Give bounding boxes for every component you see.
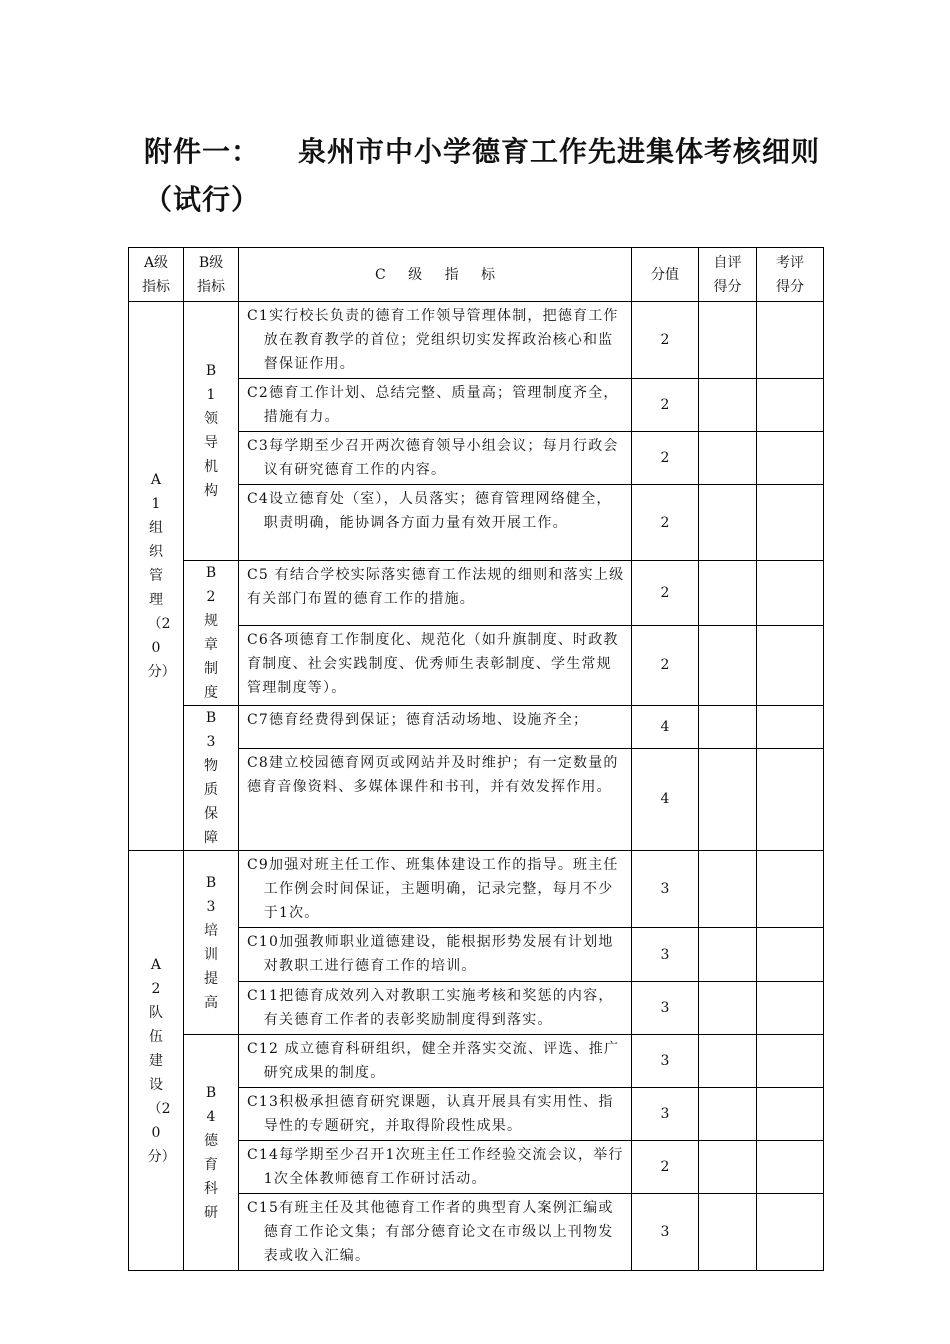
header-c-level: C 级 指 标 bbox=[239, 248, 632, 302]
score-value: 3 bbox=[632, 1035, 699, 1088]
c-level-criterion bbox=[239, 706, 632, 749]
b-level-cell bbox=[184, 561, 239, 706]
self-score-cell[interactable] bbox=[699, 1194, 757, 1271]
b-level-label: B3培训提高 bbox=[203, 874, 218, 1011]
eval-score-cell[interactable] bbox=[757, 748, 824, 850]
score-value: 2 bbox=[632, 625, 699, 705]
a-level-cell bbox=[129, 851, 184, 1271]
b-level-cell bbox=[184, 302, 239, 561]
c-level-criterion bbox=[239, 982, 632, 1035]
c-level-criterion bbox=[239, 1088, 632, 1141]
c-level-criterion bbox=[239, 625, 632, 705]
score-value: 3 bbox=[632, 851, 699, 928]
b-level-label: B3物质保障 bbox=[203, 710, 218, 846]
self-score-cell[interactable] bbox=[699, 625, 757, 705]
eval-score-cell[interactable] bbox=[757, 485, 824, 561]
score-value: 2 bbox=[632, 561, 699, 626]
b-level-label: B2规章制度 bbox=[203, 565, 218, 701]
title-text: 泉州市中小学德育工作先进集体考核细则（试行） bbox=[144, 135, 821, 216]
eval-score-cell[interactable] bbox=[757, 379, 824, 432]
criterion-text: C13积极承担德育研究课题，认真开展具有实用性、指导性的专题研究，并取得阶段性成果。 bbox=[247, 1094, 614, 1134]
eval-score-cell[interactable] bbox=[757, 1141, 824, 1194]
header-b-level: B级指标 bbox=[184, 248, 239, 302]
self-score-cell[interactable] bbox=[699, 485, 757, 561]
criterion-text: C15有班主任及其他德育工作者的典型育人案例汇编或德育工作论文集；有部分德育论文在市级以上刊物发表或收入汇编。 bbox=[247, 1200, 614, 1264]
header-a-level: A级指标 bbox=[129, 248, 184, 302]
table-row bbox=[129, 851, 824, 928]
self-score-cell[interactable] bbox=[699, 1035, 757, 1088]
criterion-text: C4设立德育处（室），人员落实；德育管理网络健全，职责明确，能协调各方面力量有效开展工作。 bbox=[247, 491, 612, 531]
assessment-table bbox=[128, 247, 824, 1271]
score-value: 2 bbox=[632, 432, 699, 485]
b-level-label: B1领导机构 bbox=[203, 363, 218, 499]
b-level-cell bbox=[184, 851, 239, 1035]
score-value: 3 bbox=[632, 1088, 699, 1141]
score-value: 4 bbox=[632, 706, 699, 749]
criterion-text: C1实行校长负责的德育工作领导管理体制，把德育工作放在教育教学的首位；党组织切实发挥政治核心和监督保证作用。 bbox=[247, 308, 619, 372]
table-row bbox=[129, 561, 824, 626]
criterion-text: C12 成立德育科研组织，健全并落实交流、评选、推广研究成果的制度。 bbox=[247, 1041, 620, 1081]
eval-score-cell[interactable] bbox=[757, 1194, 824, 1271]
criterion-text: C7德育经费得到保证；德育活动场地、设施齐全； bbox=[247, 712, 589, 728]
score-value: 3 bbox=[632, 928, 699, 982]
eval-score-cell[interactable] bbox=[757, 432, 824, 485]
table-header-row bbox=[129, 248, 824, 302]
self-score-cell[interactable] bbox=[699, 851, 757, 928]
score-value: 3 bbox=[632, 982, 699, 1035]
c-level-criterion bbox=[239, 928, 632, 982]
a-level-label: A2队伍建设（20分） bbox=[147, 956, 176, 1165]
self-score-cell[interactable] bbox=[699, 706, 757, 749]
eval-score-cell[interactable] bbox=[757, 706, 824, 749]
eval-score-cell[interactable] bbox=[757, 851, 824, 928]
header-score: 分值 bbox=[632, 248, 699, 302]
page-title bbox=[144, 128, 824, 224]
self-score-cell[interactable] bbox=[699, 302, 757, 379]
table-row bbox=[129, 706, 824, 749]
b-level-cell bbox=[184, 706, 239, 851]
criterion-text: C10加强教师职业道德建设，能根据形势发展有计划地对教职工进行德育工作的培训。 bbox=[247, 934, 614, 974]
b-level-label: B4德育科研 bbox=[203, 1084, 218, 1221]
self-score-cell[interactable] bbox=[699, 1141, 757, 1194]
score-value: 3 bbox=[632, 1194, 699, 1271]
criterion-text: C8建立校园德育网页或网站并及时维护；有一定数量的德育音像资料、多媒体课件和书刊，并有效发挥作用。 bbox=[247, 754, 619, 795]
self-score-cell[interactable] bbox=[699, 748, 757, 850]
c-level-criterion bbox=[239, 1035, 632, 1088]
header-eval-score: 考评得分 bbox=[757, 248, 824, 302]
a-level-label: A1组织管理（20分） bbox=[147, 472, 176, 680]
c-level-criterion bbox=[239, 748, 632, 850]
title-prefix: 附件一： bbox=[144, 135, 261, 168]
table-body bbox=[129, 302, 824, 1271]
score-value: 2 bbox=[632, 1141, 699, 1194]
eval-score-cell[interactable] bbox=[757, 625, 824, 705]
eval-score-cell[interactable] bbox=[757, 928, 824, 982]
self-score-cell[interactable] bbox=[699, 379, 757, 432]
c-level-criterion bbox=[239, 432, 632, 485]
c-level-criterion bbox=[239, 561, 632, 626]
c-level-criterion bbox=[239, 379, 632, 432]
criterion-text: C9加强对班主任工作、班集体建设工作的指导。班主任工作例会时间保证，主题明确，记录完整，每月不少于1次。 bbox=[247, 857, 619, 921]
eval-score-cell[interactable] bbox=[757, 302, 824, 379]
eval-score-cell[interactable] bbox=[757, 561, 824, 626]
self-score-cell[interactable] bbox=[699, 561, 757, 626]
score-value: 4 bbox=[632, 748, 699, 850]
score-value: 2 bbox=[632, 302, 699, 379]
score-value: 2 bbox=[632, 485, 699, 561]
self-score-cell[interactable] bbox=[699, 982, 757, 1035]
score-value: 2 bbox=[632, 379, 699, 432]
c-level-criterion bbox=[239, 485, 632, 561]
c-level-criterion bbox=[239, 1194, 632, 1271]
eval-score-cell[interactable] bbox=[757, 982, 824, 1035]
criterion-text: C5 有结合学校实际落实德育工作法规的细则和落实上级有关部门布置的德育工作的措施。 bbox=[247, 567, 625, 607]
criterion-text: C6各项德育工作制度化、规范化（如升旗制度、时政教育制度、社会实践制度、优秀师生表彰制度、学生常规管理制度等）。 bbox=[247, 631, 619, 696]
criterion-text: C3每学期至少召开两次德育领导小组会议；每月行政会议有研究德育工作的内容。 bbox=[247, 438, 619, 478]
table-row bbox=[129, 1035, 824, 1088]
c-level-criterion bbox=[239, 851, 632, 928]
b-level-cell bbox=[184, 1035, 239, 1271]
criterion-text: C2德育工作计划、总结完整、质量高；管理制度齐全，措施有力。 bbox=[247, 385, 619, 425]
a-level-cell bbox=[129, 302, 184, 851]
eval-score-cell[interactable] bbox=[757, 1088, 824, 1141]
criterion-text: C14每学期至少召开1次班主任工作经验交流会议，举行1次全体教师德育工作研讨活动。 bbox=[247, 1147, 624, 1187]
self-score-cell[interactable] bbox=[699, 1088, 757, 1141]
table-row bbox=[129, 302, 824, 379]
self-score-cell[interactable] bbox=[699, 928, 757, 982]
c-level-criterion bbox=[239, 302, 632, 379]
self-score-cell[interactable] bbox=[699, 432, 757, 485]
c-level-criterion bbox=[239, 1141, 632, 1194]
eval-score-cell[interactable] bbox=[757, 1035, 824, 1088]
header-self-score: 自评得分 bbox=[699, 248, 757, 302]
criterion-text: C11把德育成效列入对教职工实施考核和奖惩的内容，有关德育工作者的表彰奖励制度得到落实。 bbox=[247, 988, 614, 1028]
